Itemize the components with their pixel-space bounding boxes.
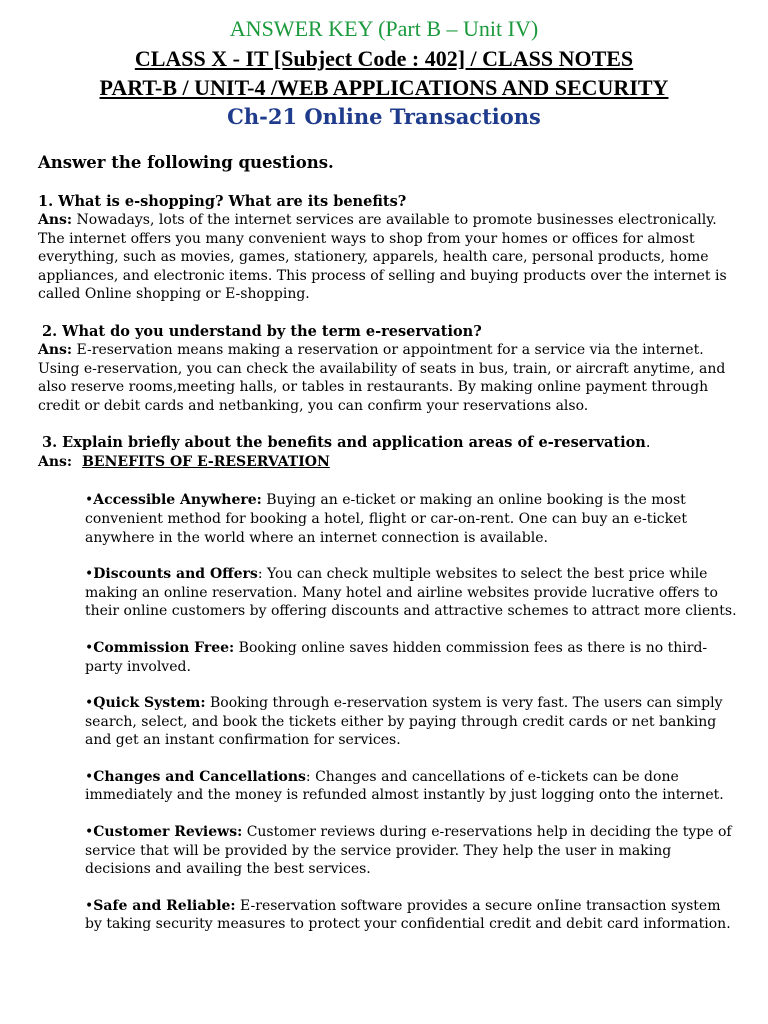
benefit-text: Buying an e-ticket or making an online booking is the most convenient method for booking a hotel, flight or car-on-rent. One can buy an e-ticket anywhere in the world where an internet connection is available. xyxy=(85,492,688,546)
ans-label: Ans: xyxy=(38,341,73,358)
unit-title: PART-B / UNIT-4 /WEB APPLICATIONS AND SECURITY xyxy=(99,75,669,100)
benefits-title: BENEFITS OF E-RESERVATION xyxy=(82,454,330,471)
benefit-title: Accessible Anywhere: xyxy=(93,492,262,509)
benefit-title: Discounts and Offers xyxy=(93,566,258,583)
document-header xyxy=(0,14,768,132)
question-1: 1. What is e-shopping? What are its benefits? xyxy=(38,193,407,210)
benefit-text: : Changes and cancellations of e-tickets can be done immediately and the money is refunded almost instantly by just logging onto the internet. xyxy=(85,768,724,804)
question-3 xyxy=(38,433,738,453)
question-3-text: 3. Explain briefly about the benefits and application areas of e-reservation xyxy=(42,434,646,452)
question-2: 2. What do you understand by the term e-reservation? xyxy=(42,322,482,340)
benefit-text: E-reservation software provides a secure onIine transaction system by taking security measures to protect your confidential credit and debit card information. xyxy=(85,897,731,933)
class-notes-title: CLASS X - IT [Subject Code : 402] / CLASS NOTES xyxy=(134,46,634,71)
bullet-icon: • xyxy=(85,566,94,583)
answer-1-text: Nowadays, lots of the internet services are available to promote businesses electronically. The internet offers you many convenient ways to shop from your homes or offices for almost everything, such as movies, games, stationery, apparels, health care, personal products, home appliances, and electronic items. This process of selling and buying products over the internet is called Online shopping or E-shopping. xyxy=(38,212,727,303)
answer-1 xyxy=(38,211,738,304)
bullet-icon: • xyxy=(85,639,94,656)
bullet-icon: • xyxy=(85,897,94,914)
benefit-text: Customer reviews during e-reservations help in deciding the type of service that will be provided by the service provider. They help the user in making decisions and availing the best services. xyxy=(85,824,732,878)
benefit-item xyxy=(85,639,737,676)
answer-key-title: ANSWER KEY (Part B – Unit IV) xyxy=(229,16,539,41)
benefit-item xyxy=(85,694,737,750)
answer-3-heading xyxy=(38,453,738,471)
answer-2 xyxy=(38,341,738,415)
benefit-item xyxy=(85,491,737,547)
benefit-item xyxy=(85,897,737,934)
document-body xyxy=(38,152,738,952)
bullet-icon: • xyxy=(85,768,94,785)
benefit-text: : You can check multiple websites to select the best price while making an online reservation. Many hotel and airline websites provide lucrative offers to their online customers by offering discounts and attractive schemes to attract more clients. xyxy=(85,566,737,620)
benefit-title: Commission Free: xyxy=(93,639,235,656)
benefit-title: Changes and Cancellations xyxy=(93,768,306,785)
benefit-item xyxy=(85,823,737,879)
bullet-icon: • xyxy=(85,492,94,509)
benefit-item xyxy=(85,768,737,805)
ans-label: Ans: xyxy=(38,212,73,228)
benefit-title: Quick System: xyxy=(93,695,206,712)
question-3-period: . xyxy=(645,435,651,452)
benefit-text: Booking online saves hidden commission fees as there is no third-party involved. xyxy=(85,639,708,675)
benefit-item xyxy=(85,565,737,621)
benefit-title: Customer Reviews: xyxy=(93,824,243,841)
chapter-title: Ch-21 Online Transactions xyxy=(227,104,541,129)
answer-2-text: E-reservation means making a reservation or appointment for a service via the internet. Using e-reservation, you can check the availability of seats in bus, train, or aircraft anytime, and also reserve rooms,meeting halls, or tables in restaurants. By making online payment through credit or debit cards and netbanking, you can confirm your reservations also. xyxy=(38,341,726,414)
benefit-title: Safe and Reliable: xyxy=(93,897,236,914)
instructions-heading: Answer the following questions. xyxy=(38,153,334,172)
bullet-icon: • xyxy=(85,824,94,841)
bullet-icon: • xyxy=(85,695,94,712)
benefit-text: Booking through e-reservation system is very fast. The users can simply search, select, and book the tickets either by paying through credit cards or net banking and get an instant confirmation for services. xyxy=(85,695,723,749)
ans-label: Ans: xyxy=(38,454,73,471)
